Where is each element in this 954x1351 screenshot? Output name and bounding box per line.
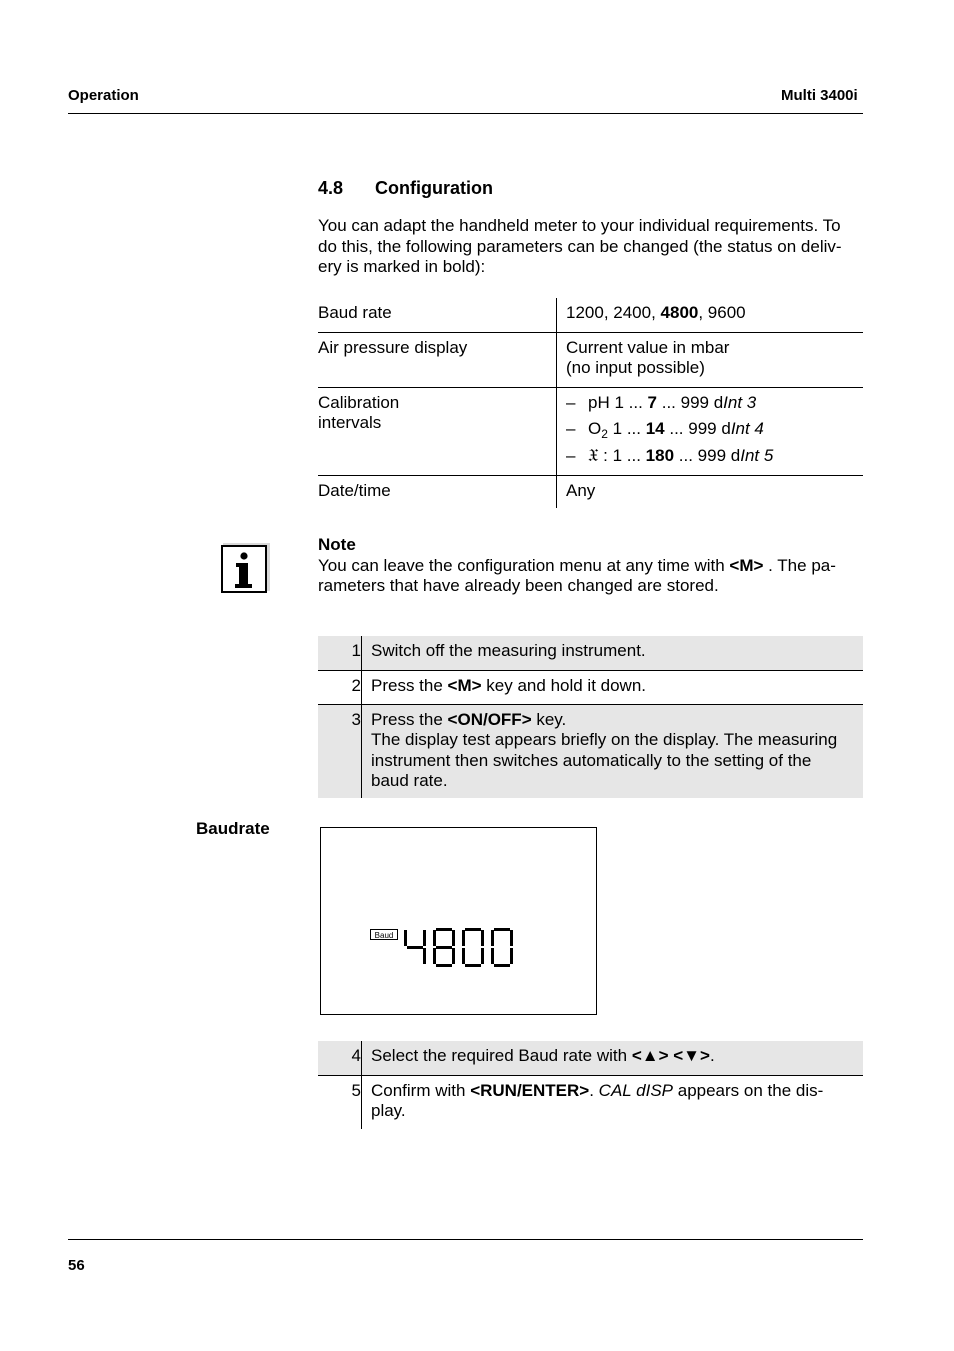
lcd-digit [462, 928, 484, 967]
lcd-segment-g [436, 946, 452, 949]
section-title: Configuration [375, 178, 493, 198]
parameter-table [318, 298, 863, 508]
param-value [557, 387, 864, 475]
lcd-segment-f [433, 930, 436, 946]
intro-line: do this, the following parameters can be changed (the status on deliv- [318, 236, 842, 256]
lcd-digit [433, 928, 455, 967]
section-heading [318, 178, 493, 199]
intro-line: You can adapt the handheld meter to your individual requirements. To [318, 216, 841, 235]
lcd-value [404, 927, 520, 969]
step-row: 5 Confirm with <RUN/ENTER>. CAL dISP appears on the dis- play. [318, 1075, 863, 1129]
lcd-segment-f [462, 930, 465, 946]
step-row: 1 Switch off the measuring instrument. [318, 636, 863, 670]
param-row-air-pressure [318, 332, 863, 387]
margin-label-baudrate: Baudrate [196, 819, 270, 838]
param-name: Calibration intervals [318, 387, 557, 475]
lcd-segment-c [481, 948, 484, 964]
lcd-segment-d [465, 964, 481, 967]
param-name: Baud rate [318, 298, 557, 332]
param-value: 1200, 2400, 4800, 9600 [557, 298, 864, 332]
lcd-segment-d [436, 964, 452, 967]
lcd-digit [404, 930, 426, 964]
section-number: 4.8 [318, 178, 344, 198]
lcd-segment-b [510, 930, 513, 946]
step-row: 4 Select the required Baud rate with <▲> <▼>. [318, 1041, 863, 1075]
lcd-segment-a [465, 928, 481, 931]
lcd-segment-e [491, 948, 494, 964]
note-block [318, 535, 863, 597]
lcd-segment-c [452, 948, 455, 964]
lcd-segment-c [510, 948, 513, 964]
running-header-section: Operation [68, 87, 139, 104]
intro-line: ery is marked in bold): [318, 257, 486, 276]
lcd-segment-a [436, 928, 452, 931]
steps-table-1 [318, 636, 863, 798]
intro-paragraph [318, 216, 863, 278]
page-number: 56 [68, 1257, 85, 1274]
param-row-date-time [318, 475, 863, 508]
lcd-baud-tag: Baud [370, 929, 398, 940]
cal-interval-o2: – $O_2$ 1 ... 14 ... 999 dInt 4 [566, 419, 764, 441]
param-row-baud [318, 298, 863, 332]
cal-interval-conductivity: – 𝔛 : 1 ... 180 ... 999 dInt 5 [566, 445, 774, 465]
conductivity-symbol: 𝔛 [588, 445, 599, 465]
lcd-segment-g [407, 946, 423, 949]
lcd-segment-a [494, 928, 510, 931]
footer-rule [68, 1239, 863, 1240]
lcd-segment-d [494, 964, 510, 967]
lcd-segment-f [404, 930, 407, 946]
lcd-segment-f [491, 930, 494, 946]
param-value: Any [566, 480, 596, 500]
lcd-display [320, 827, 597, 1015]
lcd-segment-e [433, 948, 436, 964]
lcd-segment-e [462, 948, 465, 964]
step-row: 2 Press the <M> key and hold it down. [318, 670, 863, 704]
param-name: Air pressure display [318, 332, 557, 387]
note-title: Note [318, 535, 356, 554]
cal-interval-ph: – pH 1 ... 7 ... 999 dInt 3 [566, 392, 757, 412]
note-line: You can leave the configuration menu at any time with <M> . The pa- [318, 555, 836, 575]
header-rule [68, 113, 863, 114]
lcd-digit [491, 928, 513, 967]
step-row: 3 Press the <ON/OFF> key. The display test appears briefly on the display. The measuring instrument then switches automatically to the setting of the baud rate. [318, 704, 863, 798]
lcd-segment-b [481, 930, 484, 946]
param-name: Date/time [318, 475, 557, 508]
param-value: Current value in mbar (no input possible) [557, 332, 864, 387]
running-header-product: Multi 3400i [781, 87, 858, 104]
lcd-segment-c [423, 948, 426, 964]
param-row-calibration [318, 387, 863, 475]
lcd-segment-b [452, 930, 455, 946]
info-icon [221, 543, 270, 593]
lcd-segment-b [423, 930, 426, 946]
steps-table-2 [318, 1041, 863, 1129]
note-line: rameters that have already been changed are stored. [318, 576, 719, 595]
